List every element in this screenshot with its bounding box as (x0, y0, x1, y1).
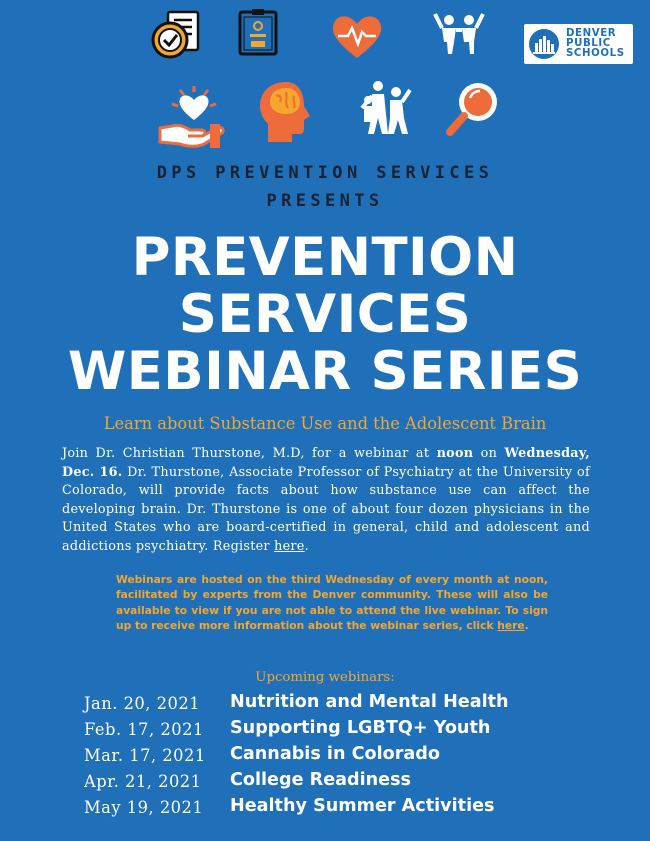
register-link[interactable]: here (274, 538, 305, 554)
family-icon (356, 78, 412, 136)
brain-head-icon (258, 80, 312, 144)
logo-line-2: PUBLIC (566, 37, 611, 49)
page-title-line-2: SERVICES (178, 284, 472, 345)
webinar-topic: Cannabis in Colorado (230, 744, 440, 764)
webinar-topic: College Readiness (230, 770, 412, 790)
hand-heart-icon (158, 84, 228, 150)
presenter-line-2: PRESENTS (266, 191, 384, 211)
subtitle: Learn about Substance Use and the Adolescent Brain (103, 414, 547, 433)
webinar-topic: Healthy Summer Activities (230, 796, 495, 816)
webinar-date: Apr. 21, 2021 (84, 772, 202, 791)
webinar-row (0, 718, 650, 744)
webinar-date: Jan. 20, 2021 (84, 694, 201, 713)
page-title-line-3: WEBINAR SERIES (67, 341, 583, 402)
denver-public-schools-logo (524, 24, 633, 64)
webinar-topic: Supporting LGBTQ+ Youth (230, 718, 491, 738)
webinar-date: May 19, 2021 (84, 798, 204, 817)
heartbeat-icon (330, 12, 384, 60)
id-badge-icon (238, 8, 278, 56)
webinar-row (0, 796, 650, 822)
webinar-topic: Nutrition and Mental Health (230, 692, 509, 712)
intro-paragraph (62, 445, 590, 556)
intro-text-2: on (473, 446, 505, 461)
intro-date: Wednesday, Dec. 16. (62, 446, 591, 480)
logo-line-1: DENVER (566, 27, 617, 39)
webinar-date: Mar. 17, 2021 (84, 746, 206, 765)
logo-line-3: SCHOOLS (566, 48, 625, 60)
page-title-line-1: PREVENTION (131, 227, 519, 288)
note-text-end: . (524, 619, 529, 633)
presenter-line-1: DPS PREVENTION SERVICES (156, 163, 494, 183)
intro-text-1: Join Dr. Christian Thurstone, M.D, for a webinar at (62, 446, 437, 461)
upcoming-label: Upcoming webinars: (255, 670, 395, 685)
intro-time: noon (436, 446, 474, 461)
intro-text-3: Dr. Thurstone, Associate Professor of Psychiatry at the University of Colorado, will provide facts about how substance use can affect the developing brain. Dr. Thurstone is one of about four dozen physicians in the United States who are board-certified in general, child and adolescent and addictions psychiatry. Register (62, 464, 590, 554)
city-skyline-icon (528, 28, 560, 60)
logo-text (566, 29, 625, 60)
magnifier-icon (444, 80, 502, 138)
intro-text-end: . (304, 538, 309, 554)
note-text: Webinars are hosted on the third Wednesday of every month at noon, facilitated by experts from the Denver community. These will also be available to view if you are not able to attend the live webinar. To sign up to receive more information about the webinar series, click (116, 573, 548, 633)
checklist-gauge-icon (150, 10, 206, 62)
children-playing-icon (432, 10, 486, 56)
info-note (116, 572, 548, 634)
webinar-row (0, 744, 650, 770)
webinar-date: Feb. 17, 2021 (84, 720, 204, 739)
signup-link[interactable]: here (497, 619, 525, 633)
webinar-row (0, 770, 650, 796)
webinar-row (0, 692, 650, 718)
